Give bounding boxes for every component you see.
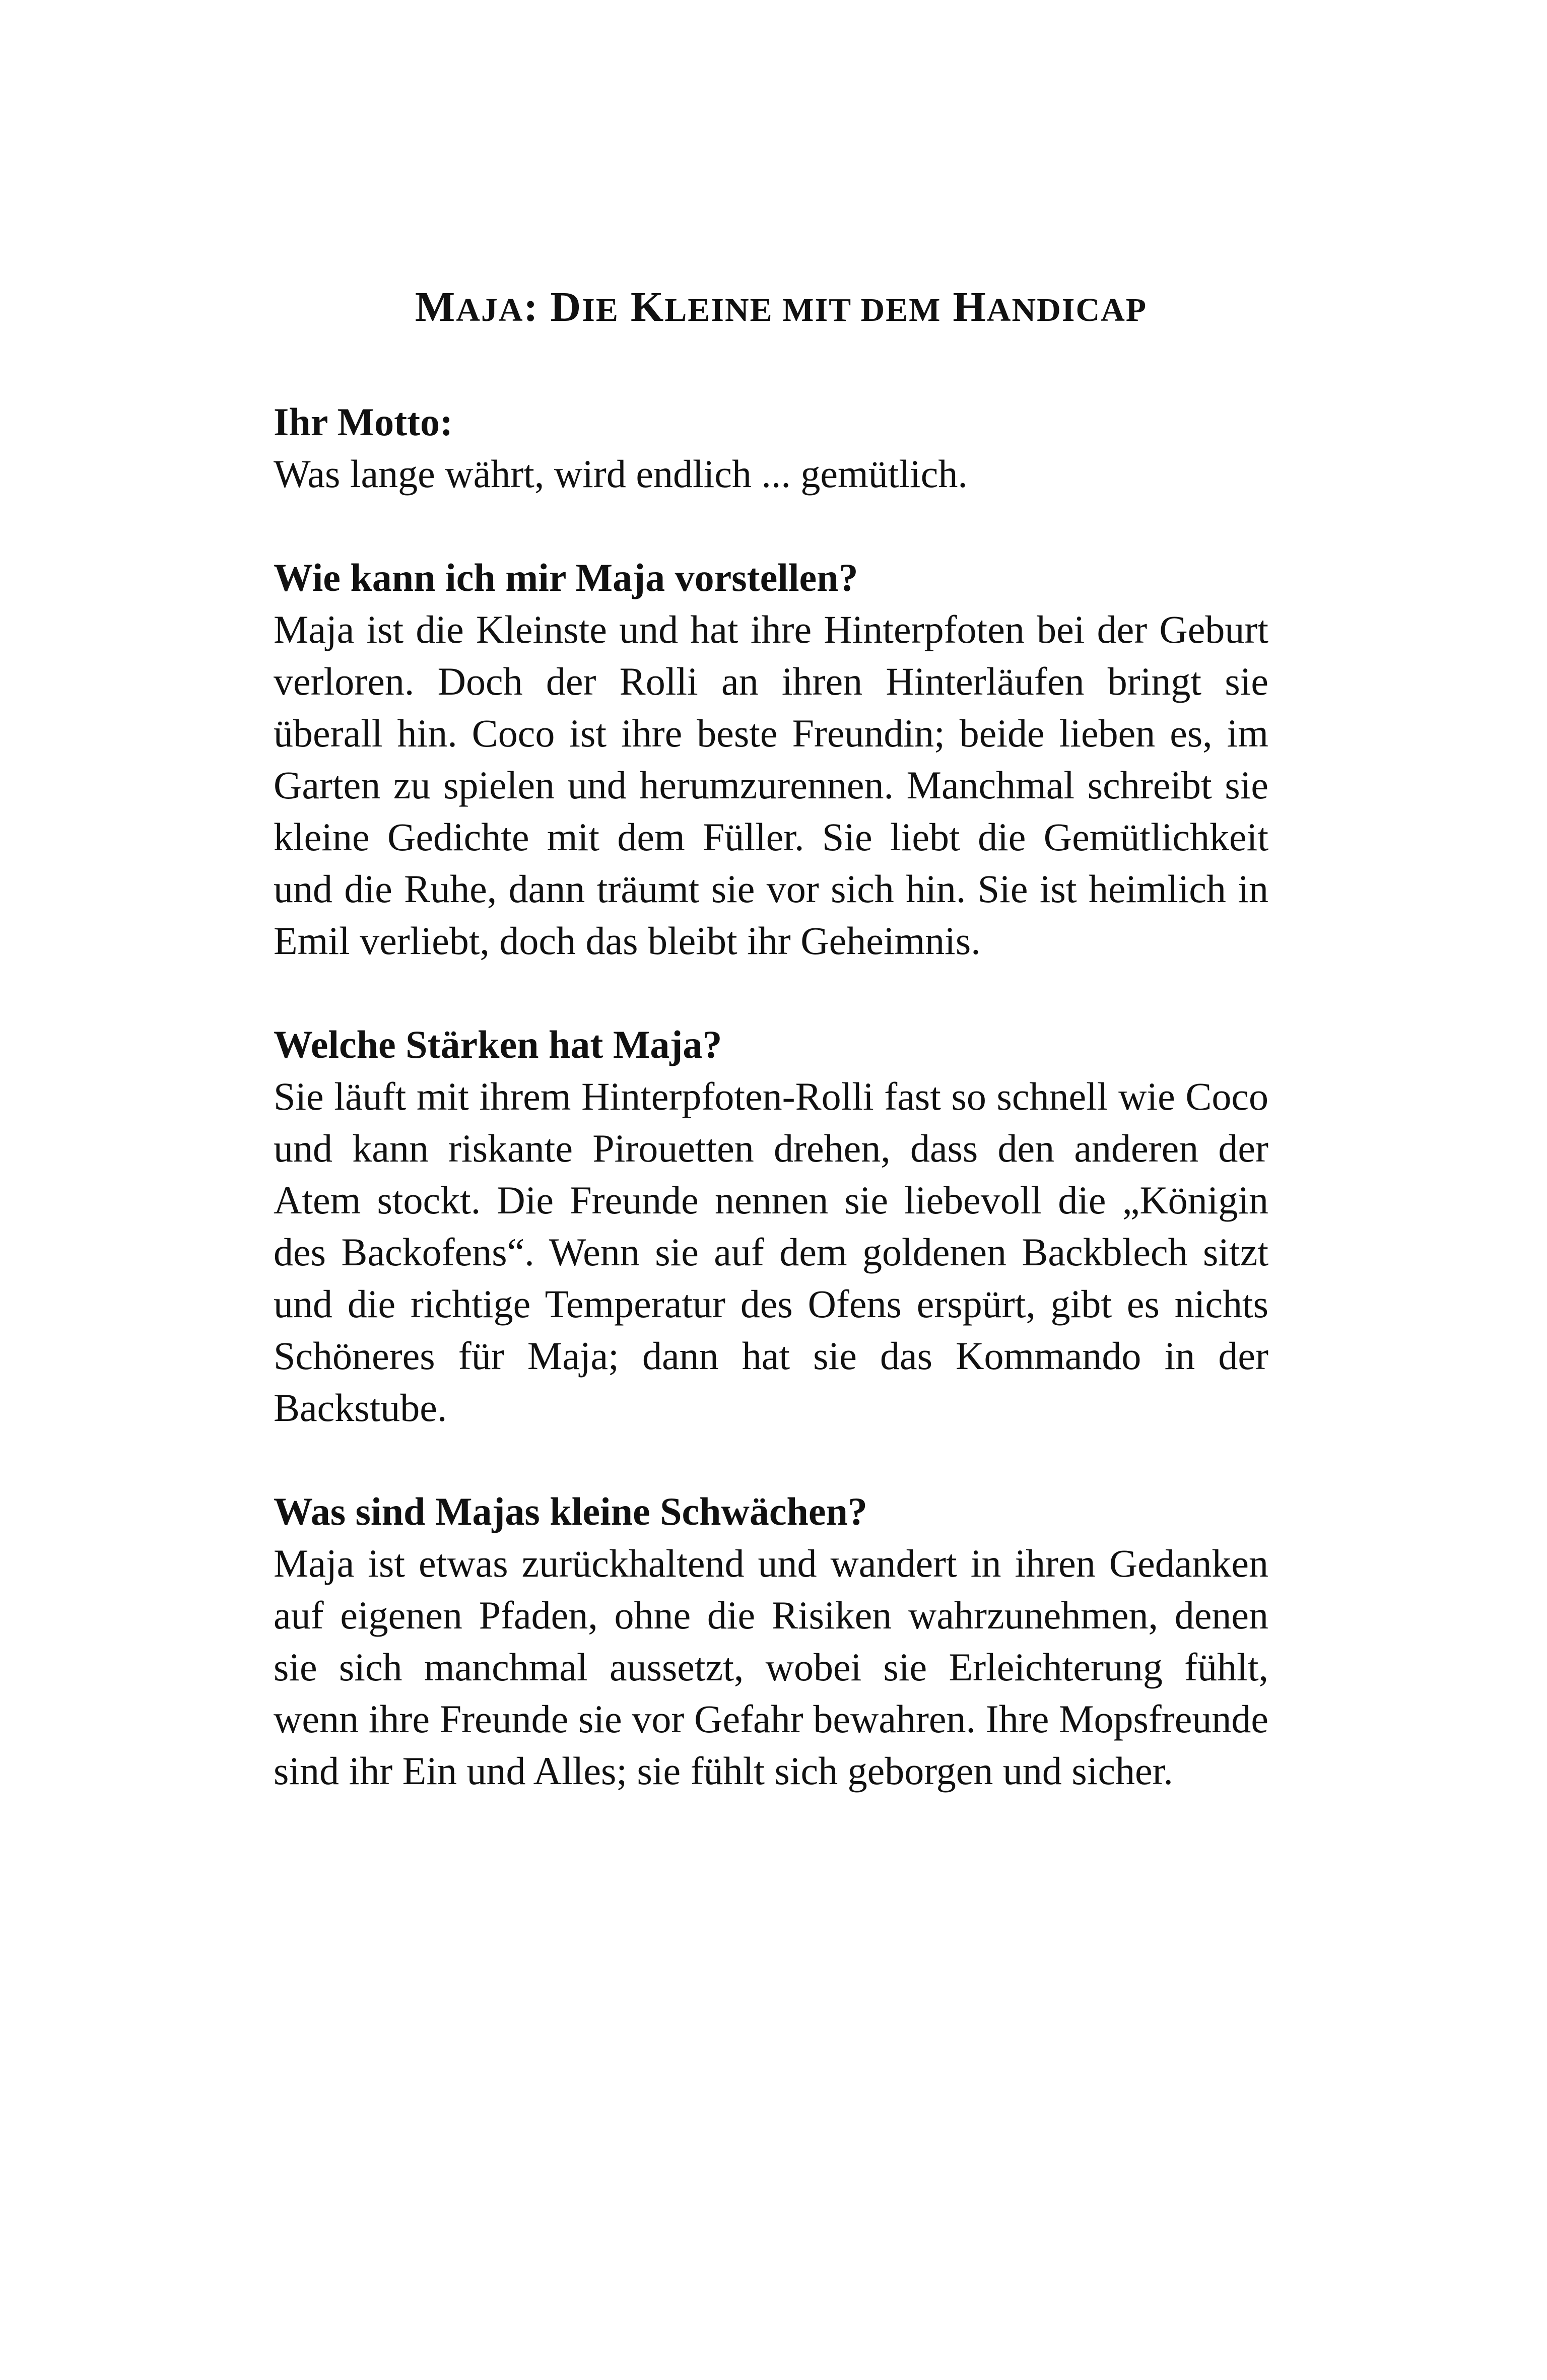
section-description <box>274 552 1268 967</box>
section-motto <box>274 396 1268 500</box>
title-smallcaps-2: IE <box>582 292 619 328</box>
section-heading: Ihr Motto: <box>274 400 453 444</box>
title-smallcaps-3: LEINE MIT DEM <box>664 292 941 328</box>
section-weaknesses <box>274 1485 1268 1797</box>
section-body: Was lange währt, wird endlich ... gemütlich. <box>274 452 968 496</box>
title-space-1 <box>619 284 631 330</box>
section-body: Sie läuft mit ihrem Hinterpfoten-Rolli fast so schnell wie Coco und kann riskante Pirouetten drehen, dass den anderen der Atem stockt. Die Freunde nennen sie liebevoll die „Königin des Backofens“. Wenn sie auf dem goldenen Backblech sitzt und die richtige Temperatur des Ofens erspürt, gibt es nichts Schöneres für Maja; dann hat sie das Kommando in der Backstube. <box>274 1074 1268 1430</box>
section-heading: Wie kann ich mir Maja vorstellen? <box>274 556 858 599</box>
title-initial-4: H <box>953 284 987 330</box>
section-strengths <box>274 1018 1268 1434</box>
title-initial-3: K <box>630 284 665 330</box>
page-title <box>274 277 1268 341</box>
title-smallcaps-1: AJA <box>456 292 524 328</box>
title-colon: : <box>523 284 551 330</box>
section-heading: Welche Stärken hat Maja? <box>274 1023 722 1066</box>
section-heading: Was sind Majas kleine Schwächen? <box>274 1489 867 1533</box>
title-initial-2: D <box>550 284 582 330</box>
title-space-2 <box>941 284 953 330</box>
text-column <box>274 277 1268 1849</box>
section-body: Maja ist die Kleinste und hat ihre Hinterpfoten bei der Geburt verloren. Doch der Rolli an ihren Hinterläufen bringt sie überall hin. Coco ist ihre beste Freundin; beide lieben es, im Garten zu spielen und herumzurennen. Manchmal schreibt sie kleine Gedichte mit dem Füller. Sie liebt die Gemütlichkeit und die Ruhe, dann träumt sie vor sich hin. Sie ist heimlich in Emil verliebt, doch das bleibt ihr Geheimnis. <box>274 607 1268 963</box>
title-initial-1: M <box>415 284 456 330</box>
title-smallcaps-4: ANDICAP <box>986 292 1148 328</box>
section-body: Maja ist etwas zurückhaltend und wandert in ihren Gedanken auf eigenen Pfaden, ohne die Risiken wahrzunehmen, denen sie sich manchmal aussetzt, wobei sie Erleichterung fühlt, wenn ihre Freunde sie vor Gefahr bewahren. Ihre Mopsfreunde sind ihr Ein und Alles; sie fühlt sich geborgen und sicher. <box>274 1541 1268 1793</box>
